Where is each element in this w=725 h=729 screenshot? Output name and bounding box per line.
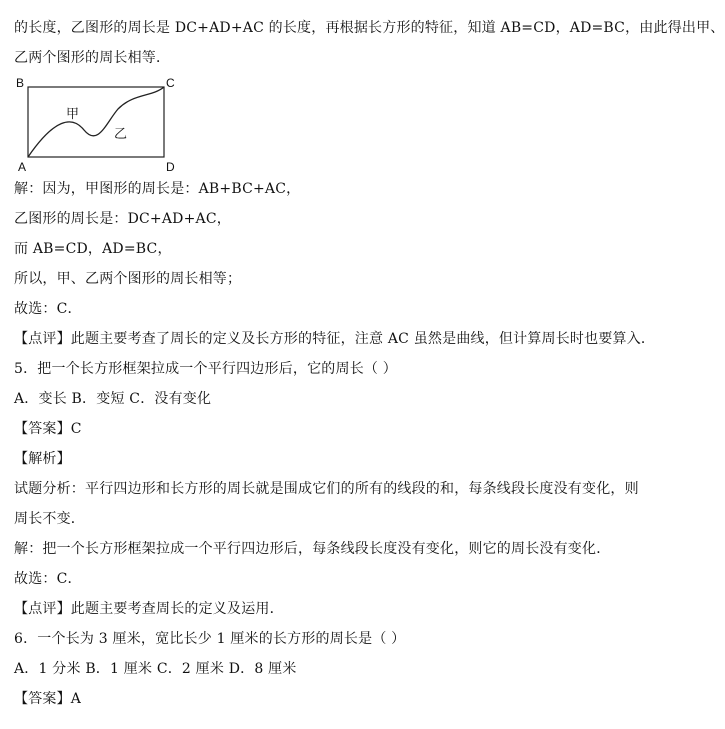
text-line: 乙图形的周长是：DC+AD+AC， [14, 211, 231, 227]
region-label-yi: 乙 [114, 127, 128, 142]
analysis-label: 【解析】 [14, 451, 71, 467]
text-line: 乙两个图形的周长相等． [14, 50, 171, 66]
curve-ac [28, 87, 164, 157]
rectangle-figure [14, 75, 184, 175]
text-line: 【点评】此题主要考查了周长的定义及长方形的特征，注意 AC 虽然是曲线，但计算周长时也要算入． [14, 331, 656, 347]
text-line: 解：把一个长方形框架拉成一个平行四边形后，每条线段长度没有变化，则它的周长没有变化． [14, 541, 611, 557]
corner-label-b: B [16, 76, 25, 90]
question-6-options: A．1 分米 B．1 厘米 C．2 厘米 D．8 厘米 [14, 661, 297, 677]
text-line: 解：因为，甲图形的周长是：AB+BC+AC， [14, 181, 301, 197]
rectangle-outline [28, 87, 164, 157]
answer-label: 【答案】C [14, 421, 82, 437]
region-label-jia: 甲 [66, 107, 80, 122]
text-line: 的长度，乙图形的周长是 DC+AD+AC 的长度，再根据长方形的特征，知道 AB=CD，AD=BC，由此得出甲、 [14, 20, 725, 36]
answer-label: 【答案】A [14, 691, 82, 707]
text-line: 故选：C． [14, 301, 82, 317]
corner-label-d: D [166, 160, 175, 174]
text-line: 试题分析：平行四边形和长方形的周长就是围成它们的所有的线段的和，每条线段长度没有变化，则 [14, 481, 639, 497]
corner-label-a: A [18, 160, 27, 174]
question-6: 6．一个长为 3 厘米，宽比长少 1 厘米的长方形的周长是（ ） [14, 631, 406, 647]
question-5-options: A．变长 B．变短 C．没有变化 [14, 391, 212, 407]
text-line: 而 AB=CD，AD=BC， [14, 241, 172, 257]
text-line: 周长不变． [14, 511, 85, 527]
question-5: 5．把一个长方形框架拉成一个平行四边形后，它的周长（ ） [14, 361, 397, 377]
text-line: 【点评】此题主要考查周长的定义及运用． [14, 601, 284, 617]
text-line: 所以，甲、乙两个图形的周长相等； [14, 271, 242, 287]
text-line: 故选：C． [14, 571, 82, 587]
corner-label-c: C [166, 76, 175, 90]
